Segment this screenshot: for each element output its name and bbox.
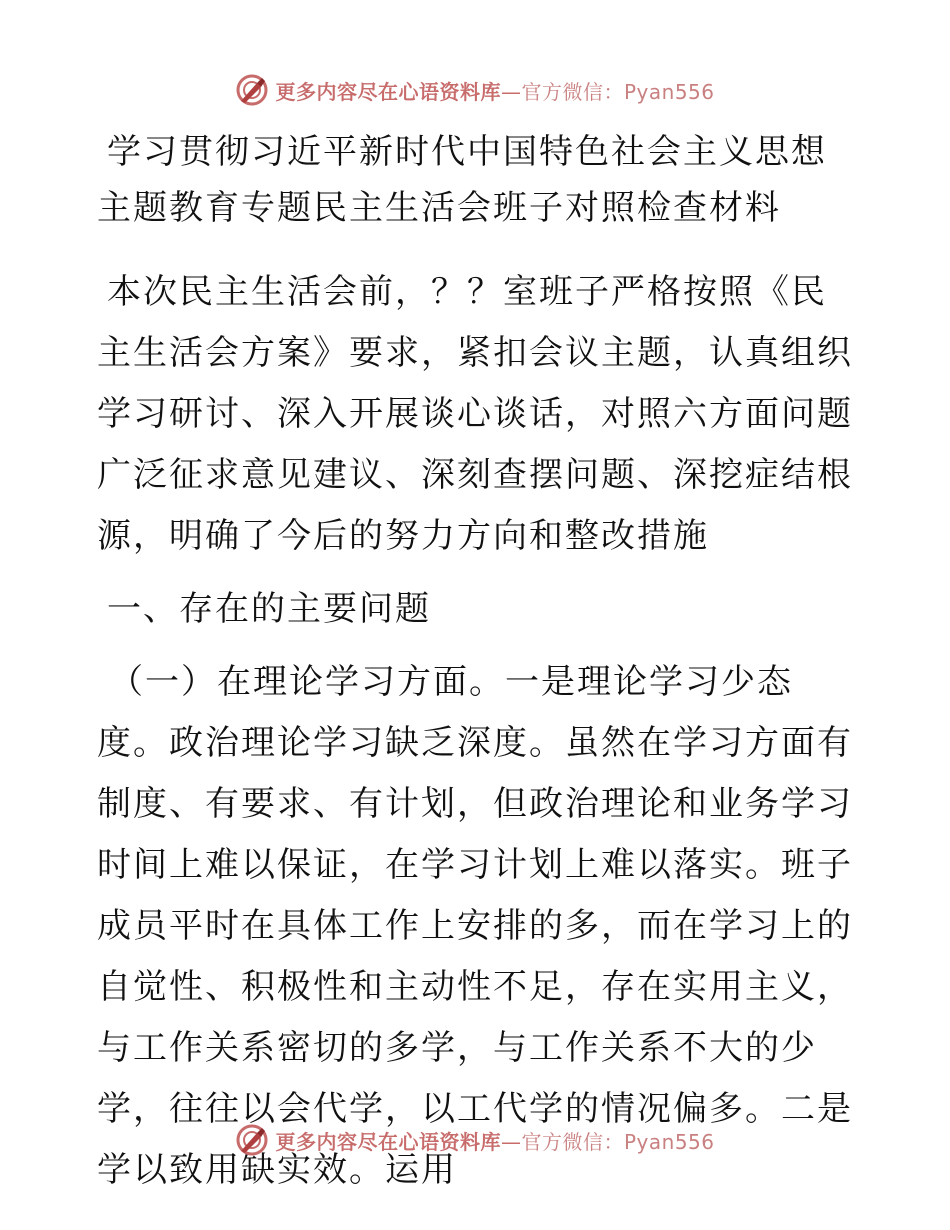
header-watermark (0, 70, 950, 110)
watermark-wechat-label: 官方微信： (521, 79, 624, 104)
watermark-separator: — (500, 79, 522, 104)
document-body (97, 124, 857, 1201)
pen-logo-icon (235, 1123, 269, 1157)
subsection-paragraph: （一）在理论学习方面。一是理论学习少态度。政治理论学习缺乏深度。虽然在学习方面有制度、有要求、有计划，但政治理论和业务学习时间上难以保证，在学习计划上难以落实。班子成员平时在具体工作上安排的多，而在学习上的自觉性、积极性和主动性不足，存在实用主义，与工作关系密切的多学，与工作关系不大的少学，往往以会代学，以工代学的情况偏多。二是学以致用缺实效。运用 (97, 662, 853, 1190)
section-heading: 一、存在的主要问题 (107, 589, 431, 629)
document-title: 学习贯彻习近平新时代中国特色社会主义思想主题教育专题民主生活会班子对照检查材料 (97, 132, 827, 228)
watermark-main-text: 更多内容尽在心语资料库 (275, 79, 501, 104)
watermark-text (275, 1126, 714, 1155)
watermark-main-text: 更多内容尽在心语资料库 (275, 1129, 501, 1154)
pen-logo-icon (235, 73, 269, 107)
watermark-wechat-label: 官方微信： (521, 1129, 624, 1154)
watermark-text (275, 76, 714, 105)
watermark-wechat-id: Pyan556 (623, 79, 715, 104)
intro-paragraph: 本次民主生活会前，？？室班子严格按照《民主生活会方案》要求，紧扣会议主题，认真组织学习研讨、深入开展谈心谈话，对照六方面问题广泛征求意见建议、深刻查摆问题、深挖症结根源，明确了今后的努力方向和整改措施 (97, 272, 853, 556)
watermark-separator: — (500, 1129, 522, 1154)
footer-watermark (0, 1120, 950, 1160)
watermark-wechat-id: Pyan556 (623, 1129, 715, 1154)
